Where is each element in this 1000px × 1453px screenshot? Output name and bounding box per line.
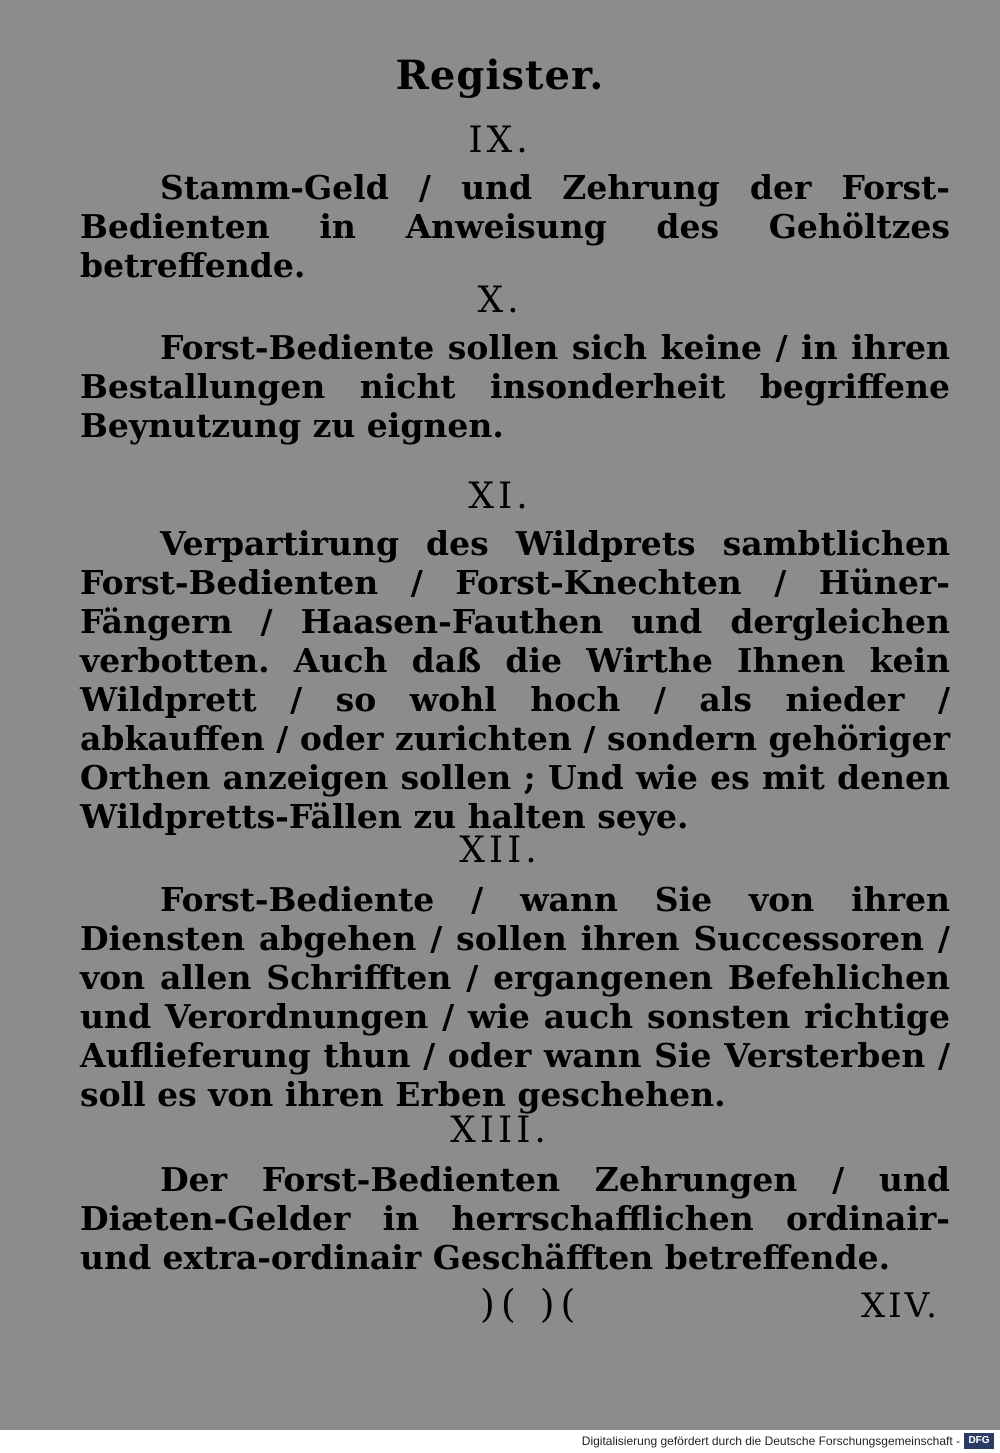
page-footer — [0, 1282, 1000, 1332]
credit-bar — [0, 1430, 1000, 1453]
dfg-logo: DFG — [964, 1433, 994, 1449]
section-numeral-xiii: XIII. — [450, 1110, 550, 1151]
catchword: XIV. — [860, 1286, 940, 1326]
section-text-xiii: Der Forst-Bedienten Zehrungen / und Diæten-Gelder in herrschafflichen ordinair- und extra-ordinair Geschäfften betreffende. — [80, 1160, 950, 1277]
section-numeral-xii: XII. — [459, 830, 541, 871]
section-numeral-x: X. — [477, 280, 523, 321]
section-text-ix: Stamm-Geld / und Zehrung der Forst-Bedienten in Anweisung des Gehöltzes betreffende. — [80, 168, 950, 285]
section-text-xi: Verpartirung des Wildprets sambtlichen Forst-Bedienten / Forst-Knechten / Hüner-Fängern / Haasen-Fauthen und dergleichen verbotten. Auch daß die Wirthe Ihnen kein Wildprett / so wohl hoch / als nieder / abkauffen / oder zurichten / sondern gehöriger Orthen anzeigen sollen ; Und wie es mit denen Wildpretts-Fällen zu halten seye. — [80, 524, 950, 836]
ornament-divider: )( )( — [480, 1282, 582, 1326]
page-header: Register. — [395, 52, 605, 99]
section-numeral-ix: IX. — [468, 120, 532, 161]
section-numeral-xi: XI. — [468, 476, 532, 517]
section-text-x: Forst-Bediente sollen sich keine / in ihren Bestallungen nicht insonderheit begriffene Beynutzung zu eignen. — [80, 328, 950, 445]
digitization-credit: Digitalisierung gefördert durch die Deutsche Forschungsgemeinschaft - — [581, 1434, 960, 1448]
section-text-xii: Forst-Bediente / wann Sie von ihren Diensten abgehen / sollen ihren Successoren / von allen Schrifften / ergangenen Befehlichen und Verordnungen / wie auch sonsten richtige Auflieferung thun / oder wann Sie Versterben / soll es von ihren Erben geschehen. — [80, 880, 950, 1114]
